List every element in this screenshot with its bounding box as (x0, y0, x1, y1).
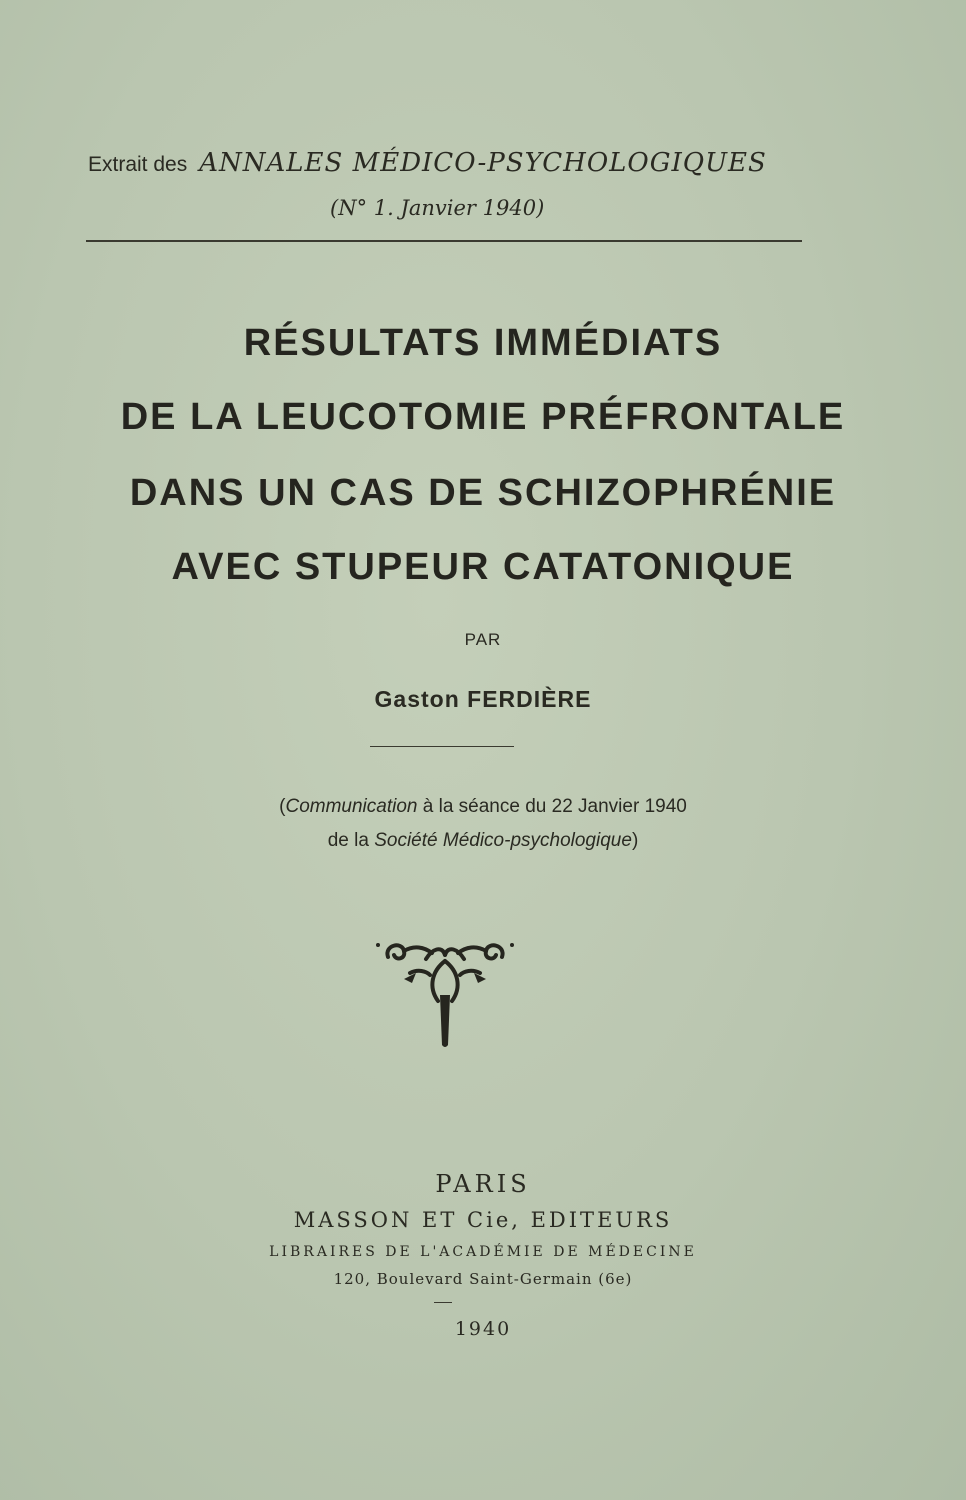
journal-name: ANNALES MÉDICO-PSYCHOLOGIQUES (199, 148, 767, 178)
imprint-booksellers: LIBRAIRES DE L'ACADÉMIE DE MÉDECINE (269, 1244, 697, 1260)
issue-number: (N° 1. Janvier 1940) (330, 196, 545, 220)
title-line-1: RÉSULTATS IMMÉDIATS (243, 322, 723, 364)
close-paren: ) (631, 830, 639, 851)
society-name: Société Médico-psychologique (374, 830, 632, 851)
communication-line-2 (0, 830, 966, 852)
imprint-city: PARIS (435, 1170, 531, 1198)
communication-prefix: de la (327, 830, 375, 851)
imprint-publisher: MASSON ET Cie, EDITEURS (293, 1208, 673, 1232)
author-divider (370, 746, 514, 747)
extract-line (88, 148, 808, 178)
header-divider (86, 240, 802, 242)
author-name: Gaston FERDIÈRE (374, 686, 592, 712)
by-label: PAR (464, 630, 502, 649)
communication-line-1 (0, 796, 966, 818)
imprint-address: 120, Boulevard Saint-Germain (6e) (333, 1270, 633, 1288)
imprint-year: 1940 (454, 1318, 512, 1340)
open-paren: ( (279, 796, 286, 817)
extract-label: Extrait des (88, 153, 188, 176)
title-line-3: DANS UN CAS DE SCHIZOPHRÉNIE (129, 472, 837, 514)
fleuron-ornament-icon (370, 935, 520, 1050)
title-line-4: AVEC STUPEUR CATATONIQUE (171, 546, 795, 588)
communication-word: Communication (285, 796, 418, 817)
communication-details: à la séance du 22 Janvier 1940 (417, 796, 687, 817)
imprint-divider (434, 1302, 452, 1303)
title-line-2: DE LA LEUCOTOMIE PRÉFRONTALE (120, 396, 846, 438)
